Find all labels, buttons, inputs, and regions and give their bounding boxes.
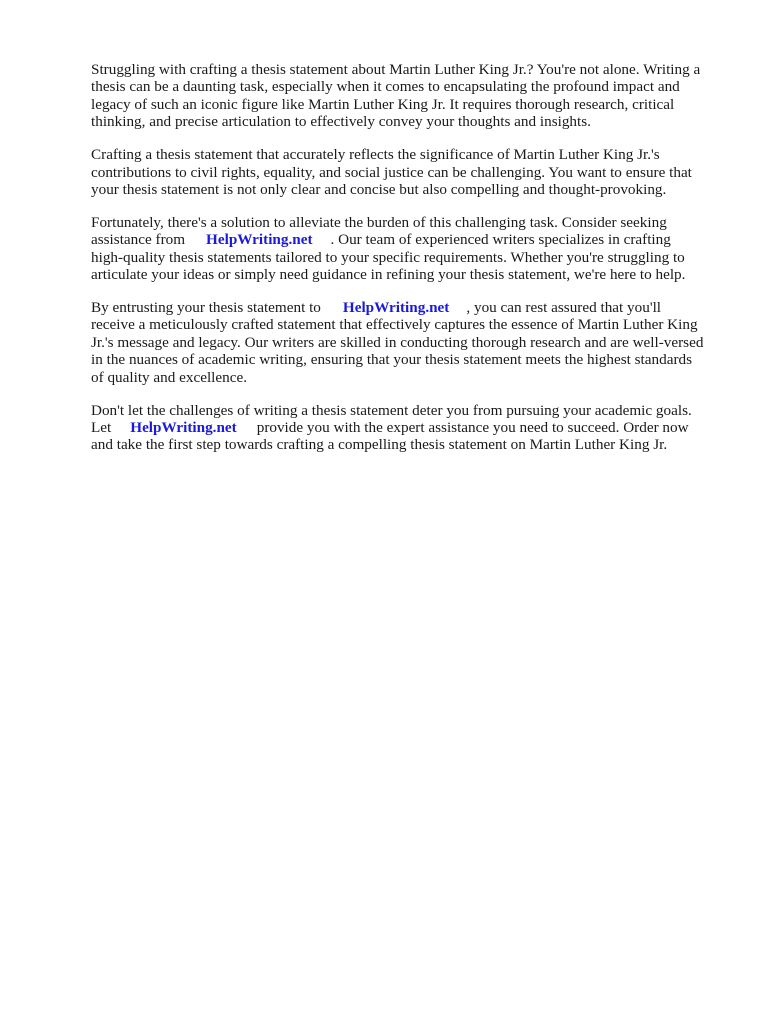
text-line: thesis can be a daunting task, especially when it comes to encapsulating the profound impact and [91, 78, 680, 96]
text-line: high-quality thesis statements tailored to your specific requirements. Whether you're struggling to [91, 248, 685, 266]
paragraph-entrusting [91, 299, 731, 386]
text-fragment: assistance from [91, 231, 186, 249]
text-fragment: Let [91, 418, 112, 436]
text-line: contributions to civil rights, equality, and social justice can be challenging. You want to ensure that [91, 163, 692, 181]
text-fragment: By entrusting your thesis statement to [91, 298, 321, 316]
text-fragment: , you can rest assured that you'll [466, 298, 662, 316]
text-line: Struggling with crafting a thesis statement about Martin Luther King Jr.? You're not alone. Writing a [91, 61, 701, 78]
text-line: Don't let the challenges of writing a thesis statement deter you from pursuing your academic goals. [91, 401, 692, 419]
helpwriting-link[interactable]: HelpWriting.net [206, 231, 313, 249]
text-line: receive a meticulously crafted statement that effectively captures the essence of Martin Luther King [91, 316, 698, 334]
text-line: thinking, and precise articulation to effectively convey your thoughts and insights. [91, 113, 591, 131]
text-line: Jr.'s message and legacy. Our writers are skilled in conducting thorough research and are well-versed [91, 333, 704, 351]
text-line: articulate your ideas or simply need guidance in refining your thesis statement, we're here to help. [91, 266, 686, 284]
document-page [91, 61, 731, 469]
text-line: Crafting a thesis statement that accurately reflects the significance of Martin Luther King Jr.'s [91, 146, 660, 164]
text-line: of quality and excellence. [91, 368, 248, 386]
text-fragment: . Our team of experienced writers specializes in crafting [330, 231, 671, 249]
helpwriting-link[interactable]: HelpWriting.net [130, 418, 237, 436]
paragraph-closing [91, 402, 731, 454]
paragraph-solution [91, 214, 731, 284]
paragraph-intro [91, 61, 731, 131]
text-line: and take the first step towards crafting a compelling thesis statement on Martin Luther King Jr. [91, 436, 668, 454]
text-line: your thesis statement is not only clear and concise but also compelling and thought-provoking. [91, 180, 667, 198]
helpwriting-link[interactable]: HelpWriting.net [342, 298, 450, 316]
text-fragment: provide you with the expert assistance you need to succeed. Order now [256, 418, 689, 436]
paragraph-crafting [91, 146, 731, 198]
text-line: legacy of such an iconic figure like Martin Luther King Jr. It requires thorough research, critical [91, 95, 675, 113]
text-line: Fortunately, there's a solution to alleviate the burden of this challenging task. Consider seeking [91, 213, 667, 231]
text-line: in the nuances of academic writing, ensuring that your thesis statement meets the highest standards [91, 351, 693, 369]
